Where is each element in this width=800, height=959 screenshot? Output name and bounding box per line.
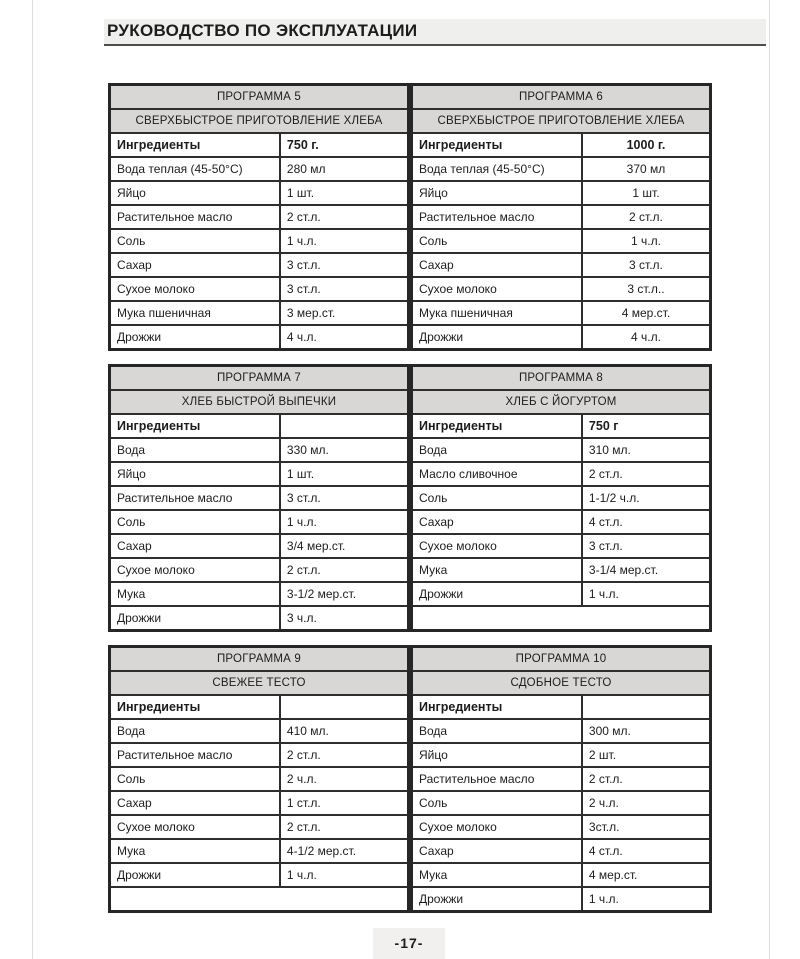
ingredient-name-cell: Сухое молоко <box>110 558 280 582</box>
ingredient-amount-cell: 3 ст.л. <box>280 486 409 510</box>
ingredient-name-cell: Вода <box>412 719 582 743</box>
ingredient-row <box>412 582 711 606</box>
ingredient-amount-cell: 1-1/2 ч.л. <box>582 486 711 510</box>
ingredient-row <box>110 462 409 486</box>
ingredient-row <box>412 534 711 558</box>
page-title: РУКОВОДСТВО ПО ЭКСПЛУАТАЦИИ <box>104 19 766 46</box>
ingredient-amount-cell: 300 мл. <box>582 719 711 743</box>
ingredient-name-cell: Растительное масло <box>412 767 582 791</box>
ingredient-amount-cell: 4 ст.л. <box>582 510 711 534</box>
ingredient-name-cell: Дрожжи <box>110 325 280 350</box>
ingredient-amount-cell: 1 шт. <box>280 181 409 205</box>
ingredient-row <box>110 558 409 582</box>
ingredient-amount-cell: 2 ст.л. <box>582 205 711 229</box>
ingredient-name-cell: Дрожжи <box>412 582 582 606</box>
ingredient-name-cell: Растительное масло <box>110 743 280 767</box>
program-9-table <box>108 645 410 913</box>
ingredient-amount-cell: 3 ст.л. <box>280 277 409 301</box>
ingredient-name-cell: Дрожжи <box>412 325 582 350</box>
ingredient-name-cell: Сахар <box>110 791 280 815</box>
program-subtitle: СДОБНОЕ ТЕСТО <box>412 671 711 695</box>
ingredient-amount-cell: 4-1/2 мер.ст. <box>280 839 409 863</box>
ingredient-amount-cell: 2 ст.л. <box>280 743 409 767</box>
program-subtitle: ХЛЕБ С ЙОГУРТОМ <box>412 390 711 414</box>
page-right-edge <box>769 0 770 959</box>
ingredient-amount-cell: 3/4 мер.ст. <box>280 534 409 558</box>
ingredient-row <box>412 887 711 912</box>
ingredient-amount-cell: 370 мл <box>582 157 711 181</box>
program-subtitle: ХЛЕБ БЫСТРОЙ ВЫПЕЧКИ <box>110 390 409 414</box>
ingredient-row <box>110 277 409 301</box>
ingredient-row <box>110 767 409 791</box>
column-header-ingredients: Ингредиенты <box>110 414 280 438</box>
ingredient-amount-cell: 2 ч.л. <box>582 791 711 815</box>
ingredient-name-cell: Дрожжи <box>412 887 582 912</box>
ingredient-amount-cell: 1 шт. <box>280 462 409 486</box>
ingredient-name-cell: Растительное масло <box>110 486 280 510</box>
ingredient-name-cell: Мука пшеничная <box>110 301 280 325</box>
column-header-weight: 750 г. <box>280 133 409 157</box>
ingredient-name-cell: Соль <box>110 510 280 534</box>
ingredient-row <box>110 510 409 534</box>
ingredient-row <box>412 277 711 301</box>
manual-content <box>108 83 712 926</box>
ingredient-row <box>110 205 409 229</box>
ingredient-row <box>412 301 711 325</box>
ingredient-amount-cell: 1 ч.л. <box>582 887 711 912</box>
table-pair-programs-7-8 <box>108 364 712 632</box>
ingredient-row <box>412 253 711 277</box>
program-title: ПРОГРАММА 6 <box>412 85 711 110</box>
ingredient-row <box>412 743 711 767</box>
ingredient-row <box>412 719 711 743</box>
ingredient-rows <box>110 157 409 350</box>
ingredient-amount-cell: 4 ст.л. <box>582 839 711 863</box>
ingredient-name-cell: Сахар <box>412 839 582 863</box>
ingredient-rows <box>110 438 409 631</box>
ingredient-name-cell: Яйцо <box>110 181 280 205</box>
ingredient-row <box>412 558 711 582</box>
ingredient-name-cell: Мука <box>110 839 280 863</box>
blank-cell <box>110 887 409 912</box>
table-pair-programs-5-6 <box>108 83 712 351</box>
program-7-table <box>108 364 410 632</box>
ingredient-row <box>412 815 711 839</box>
column-header-weight: 750 г <box>582 414 711 438</box>
ingredient-row <box>110 157 409 181</box>
ingredient-name-cell: Дрожжи <box>110 606 280 631</box>
column-header-ingredients: Ингредиенты <box>412 414 582 438</box>
ingredient-amount-cell: 1 ч.л. <box>280 229 409 253</box>
ingredient-name-cell: Сухое молоко <box>412 534 582 558</box>
ingredient-name-cell: Масло сливочное <box>412 462 582 486</box>
ingredient-amount-cell: 310 мл. <box>582 438 711 462</box>
ingredient-amount-cell: 1 ч.л. <box>582 229 711 253</box>
blank-cell <box>412 606 711 631</box>
page-header <box>104 19 766 46</box>
ingredient-row <box>110 534 409 558</box>
column-header-weight <box>280 414 409 438</box>
ingredient-row <box>110 839 409 863</box>
program-5-table <box>108 83 410 351</box>
program-subtitle: СВЕРХБЫСТРОЕ ПРИГОТОВЛЕНИЕ ХЛЕБА <box>412 109 711 133</box>
column-header-weight <box>582 695 711 719</box>
ingredient-name-cell: Сахар <box>110 253 280 277</box>
program-title: ПРОГРАММА 10 <box>412 647 711 672</box>
column-header-ingredients: Ингредиенты <box>110 695 280 719</box>
ingredient-row <box>110 325 409 350</box>
ingredient-row <box>110 438 409 462</box>
ingredient-row <box>110 863 409 887</box>
program-title: ПРОГРАММА 7 <box>110 366 409 391</box>
ingredient-row <box>110 253 409 277</box>
ingredient-row <box>412 157 711 181</box>
ingredient-name-cell: Вода <box>412 438 582 462</box>
ingredient-amount-cell: 2 шт. <box>582 743 711 767</box>
ingredient-row <box>412 229 711 253</box>
ingredient-amount-cell: 1 шт. <box>582 181 711 205</box>
ingredient-amount-cell: 2 ст.л. <box>582 767 711 791</box>
ingredient-amount-cell: 3ст.л. <box>582 815 711 839</box>
ingredient-name-cell: Соль <box>412 229 582 253</box>
ingredient-amount-cell: 4 мер.ст. <box>582 301 711 325</box>
ingredient-amount-cell: 3 ст.л. <box>582 253 711 277</box>
ingredient-row <box>412 486 711 510</box>
ingredient-amount-cell: 3 мер.ст. <box>280 301 409 325</box>
ingredient-name-cell: Вода теплая (45-50°С) <box>412 157 582 181</box>
ingredient-amount-cell: 2 ч.л. <box>280 767 409 791</box>
ingredient-amount-cell: 3 ч.л. <box>280 606 409 631</box>
ingredient-row <box>412 839 711 863</box>
page-number: -17- <box>373 928 445 959</box>
ingredient-rows <box>110 719 409 912</box>
ingredient-name-cell: Сахар <box>412 510 582 534</box>
ingredient-amount-cell: 4 мер.ст. <box>582 863 711 887</box>
ingredient-name-cell: Соль <box>110 767 280 791</box>
ingredient-name-cell: Яйцо <box>412 743 582 767</box>
ingredient-row <box>412 181 711 205</box>
ingredient-amount-cell: 4 ч.л. <box>280 325 409 350</box>
ingredient-amount-cell: 2 ст.л. <box>280 205 409 229</box>
ingredient-name-cell: Соль <box>110 229 280 253</box>
ingredient-name-cell: Вода теплая (45-50°С) <box>110 157 280 181</box>
page-left-edge <box>32 0 33 959</box>
ingredient-row <box>110 719 409 743</box>
ingredient-amount-cell: 280 мл <box>280 157 409 181</box>
ingredient-amount-cell: 410 мл. <box>280 719 409 743</box>
ingredient-name-cell: Вода <box>110 438 280 462</box>
ingredient-name-cell: Растительное масло <box>412 205 582 229</box>
ingredient-row <box>110 815 409 839</box>
ingredient-name-cell: Яйцо <box>412 181 582 205</box>
ingredient-row <box>110 301 409 325</box>
ingredient-row <box>412 767 711 791</box>
column-header-ingredients: Ингредиенты <box>412 133 582 157</box>
ingredient-amount-cell: 2 ст.л. <box>280 815 409 839</box>
ingredient-amount-cell: 3 ст.л. <box>582 534 711 558</box>
ingredient-name-cell: Соль <box>412 486 582 510</box>
ingredient-amount-cell: 3 ст.л. <box>280 253 409 277</box>
ingredient-amount-cell: 1 ч.л. <box>582 582 711 606</box>
ingredient-name-cell: Мука <box>110 582 280 606</box>
ingredient-amount-cell: 1 ч.л. <box>280 510 409 534</box>
ingredient-amount-cell: 3-1/2 мер.ст. <box>280 582 409 606</box>
ingredient-name-cell: Сухое молоко <box>110 815 280 839</box>
ingredient-amount-cell: 2 ст.л. <box>582 462 711 486</box>
ingredient-row <box>412 791 711 815</box>
ingredient-name-cell: Сухое молоко <box>412 815 582 839</box>
program-title: ПРОГРАММА 9 <box>110 647 409 672</box>
program-10-table <box>410 645 712 913</box>
ingredient-name-cell: Дрожжи <box>110 863 280 887</box>
ingredient-row <box>110 582 409 606</box>
ingredient-rows <box>412 157 711 350</box>
ingredient-name-cell: Сухое молоко <box>412 277 582 301</box>
ingredient-row <box>110 743 409 767</box>
program-6-table <box>410 83 712 351</box>
ingredient-amount-cell: 3-1/4 мер.ст. <box>582 558 711 582</box>
ingredient-row <box>110 606 409 631</box>
column-header-ingredients: Ингредиенты <box>110 133 280 157</box>
ingredient-row <box>412 438 711 462</box>
ingredient-amount-cell: 4 ч.л. <box>582 325 711 350</box>
column-header-weight: 1000 г. <box>582 133 711 157</box>
ingredient-row <box>110 887 409 912</box>
ingredient-amount-cell: 2 ст.л. <box>280 558 409 582</box>
column-header-ingredients: Ингредиенты <box>412 695 582 719</box>
ingredient-row <box>412 510 711 534</box>
ingredient-name-cell: Мука пшеничная <box>412 301 582 325</box>
ingredient-name-cell: Яйцо <box>110 462 280 486</box>
ingredient-row <box>412 606 711 631</box>
ingredient-rows <box>412 438 711 631</box>
ingredient-row <box>412 205 711 229</box>
ingredient-row <box>412 863 711 887</box>
ingredient-amount-cell: 3 ст.л.. <box>582 277 711 301</box>
ingredient-row <box>110 229 409 253</box>
ingredient-row <box>110 486 409 510</box>
ingredient-rows <box>412 719 711 912</box>
program-subtitle: СВЕРХБЫСТРОЕ ПРИГОТОВЛЕНИЕ ХЛЕБА <box>110 109 409 133</box>
ingredient-amount-cell: 1 ч.л. <box>280 863 409 887</box>
ingredient-row <box>110 791 409 815</box>
program-subtitle: СВЕЖЕЕ ТЕСТО <box>110 671 409 695</box>
program-8-table <box>410 364 712 632</box>
ingredient-name-cell: Сухое молоко <box>110 277 280 301</box>
ingredient-row <box>412 462 711 486</box>
ingredient-name-cell: Мука <box>412 863 582 887</box>
ingredient-name-cell: Растительное масло <box>110 205 280 229</box>
program-title: ПРОГРАММА 5 <box>110 85 409 110</box>
ingredient-name-cell: Вода <box>110 719 280 743</box>
program-title: ПРОГРАММА 8 <box>412 366 711 391</box>
ingredient-row <box>412 325 711 350</box>
ingredient-amount-cell: 330 мл. <box>280 438 409 462</box>
ingredient-name-cell: Мука <box>412 558 582 582</box>
ingredient-amount-cell: 1 ст.л. <box>280 791 409 815</box>
ingredient-row <box>110 181 409 205</box>
column-header-weight <box>280 695 409 719</box>
ingredient-name-cell: Сахар <box>412 253 582 277</box>
ingredient-name-cell: Соль <box>412 791 582 815</box>
table-pair-programs-9-10 <box>108 645 712 913</box>
ingredient-name-cell: Сахар <box>110 534 280 558</box>
